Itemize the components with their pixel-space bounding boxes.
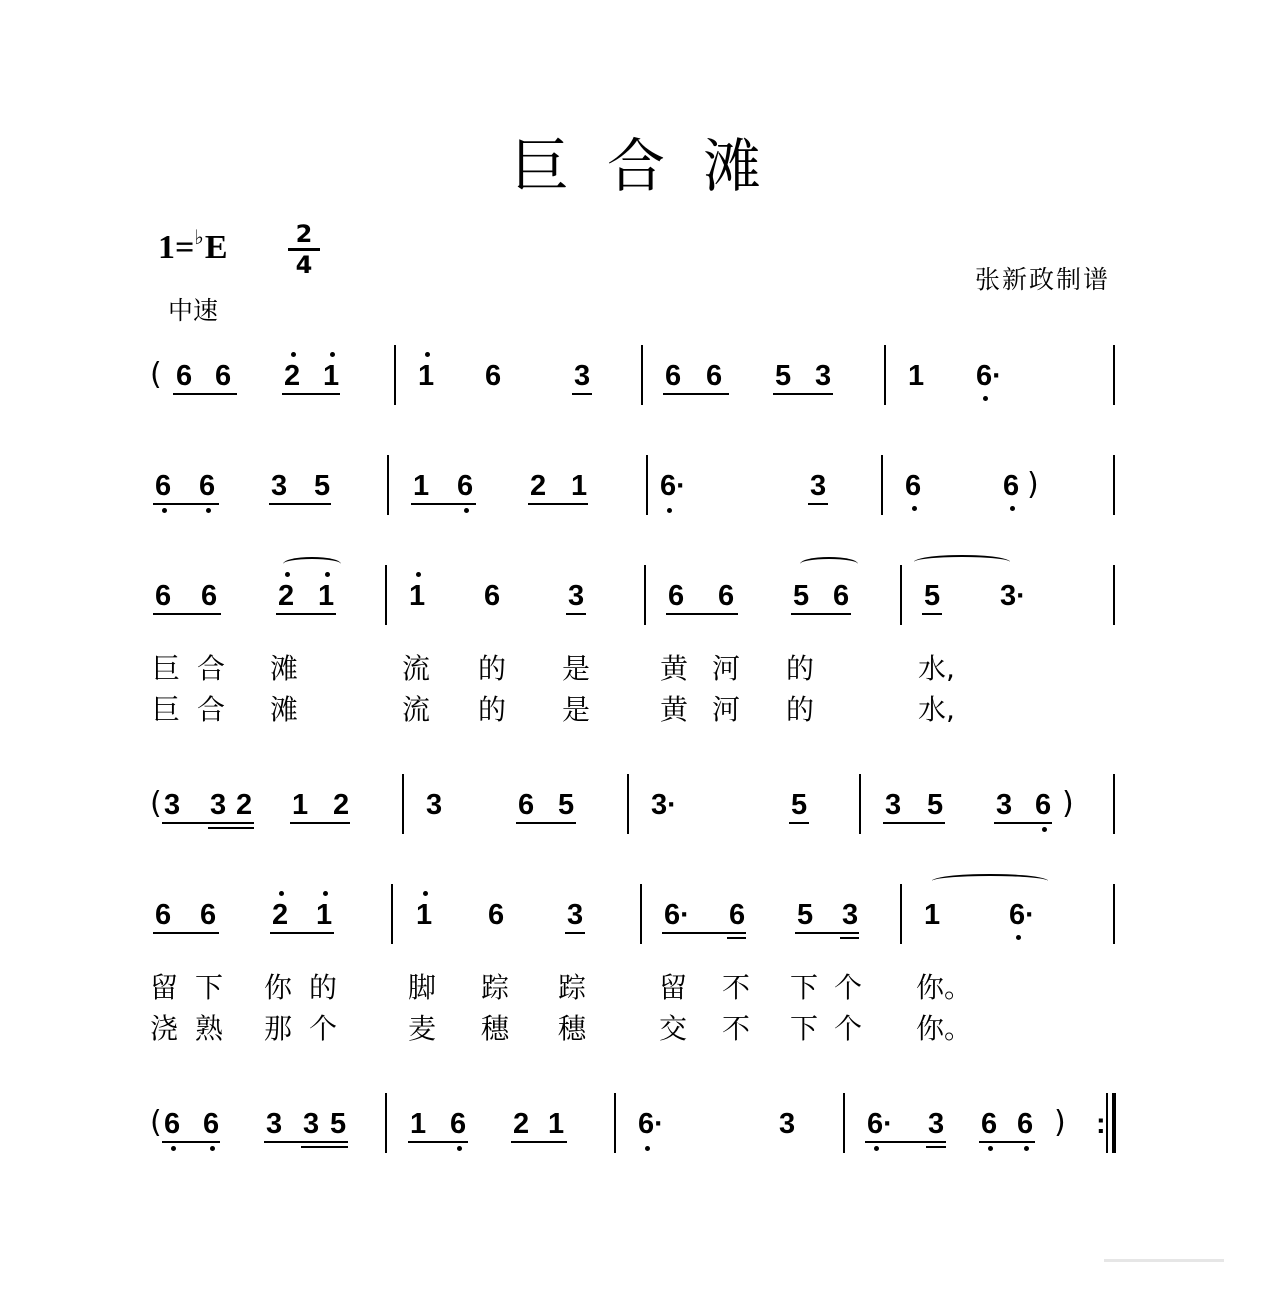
note: 6 <box>176 360 193 392</box>
underline-double <box>301 1146 348 1148</box>
note: 1 <box>418 360 435 392</box>
underline <box>153 613 221 615</box>
note: 2 <box>284 360 301 392</box>
barline <box>1113 565 1115 625</box>
repeat-colon: : <box>1096 1108 1106 1140</box>
low-dot <box>210 1146 215 1151</box>
note: 3 <box>303 1108 320 1140</box>
lyric-char: 巨 <box>152 693 181 726</box>
low-dot <box>667 508 672 513</box>
close-paren: ) <box>1027 467 1039 502</box>
low-dot <box>457 1146 462 1151</box>
lyric-char: 个 <box>834 1012 863 1045</box>
high-dot <box>291 352 296 357</box>
note: 1 <box>409 580 426 612</box>
note: 3 <box>779 1108 796 1140</box>
lyric-char: 你。 <box>916 1012 973 1045</box>
low-dot <box>1016 935 1021 940</box>
lyric-line-2 <box>0 693 1272 732</box>
lyric-char: 的 <box>478 652 507 685</box>
underline <box>162 822 254 824</box>
note: 6 <box>1017 1108 1034 1140</box>
underline <box>408 1141 468 1143</box>
underline <box>773 393 833 395</box>
note: 3 <box>842 899 859 931</box>
underline <box>282 393 340 395</box>
note: 6 <box>729 899 746 931</box>
lyric-char: 浇 <box>150 1012 179 1045</box>
lyric-char: 流 <box>402 652 431 685</box>
note: 3 <box>928 1108 945 1140</box>
underline <box>883 822 945 824</box>
note: 3 <box>164 789 181 821</box>
lyric-char: 留 <box>659 971 688 1004</box>
high-dot <box>325 572 330 577</box>
note: 5 <box>330 1108 347 1140</box>
note: 6· <box>976 360 1002 392</box>
lyric-char: 水, <box>918 652 955 685</box>
note: 3 <box>426 789 443 821</box>
underline <box>173 393 237 395</box>
note: 3 <box>567 899 584 931</box>
note: 2 <box>530 470 547 502</box>
note: 6 <box>833 580 850 612</box>
note: 6· <box>867 1108 893 1140</box>
note: 6 <box>155 580 172 612</box>
key-note: E <box>204 229 228 266</box>
note: 3 <box>885 789 902 821</box>
meter-top: 2 <box>295 220 313 248</box>
underline <box>662 932 746 934</box>
note: 5 <box>924 580 941 612</box>
barline <box>1106 1093 1108 1153</box>
note: 5 <box>797 899 814 931</box>
score-line-5 <box>0 884 1272 954</box>
barline <box>900 884 902 944</box>
note: 5 <box>558 789 575 821</box>
underline <box>528 503 588 505</box>
lyric-char: 水, <box>918 693 955 726</box>
barline <box>859 774 861 834</box>
barline <box>394 345 396 405</box>
lyric-line-4 <box>0 1012 1272 1051</box>
high-dot <box>285 572 290 577</box>
note: 6 <box>450 1108 467 1140</box>
lyric-char: 麦 <box>408 1012 437 1045</box>
underline <box>565 932 585 934</box>
lyric-char: 黄 <box>660 652 689 685</box>
low-dot <box>1024 1146 1029 1151</box>
lyric-char: 河 <box>712 693 741 726</box>
lyric-char: 穗 <box>481 1012 510 1045</box>
note: 6· <box>660 470 686 502</box>
note: 3 <box>996 789 1013 821</box>
lyric-char: 的 <box>309 971 338 1004</box>
note: 6 <box>1003 470 1020 502</box>
note: 6 <box>485 360 502 392</box>
score-line-1 <box>0 345 1272 415</box>
score-line-6 <box>0 1093 1272 1163</box>
note: 6· <box>1009 899 1035 931</box>
note: 3 <box>574 360 591 392</box>
underline <box>411 503 476 505</box>
lyric-char: 滩 <box>270 652 299 685</box>
note: 1 <box>410 1108 427 1140</box>
note: 1 <box>323 360 340 392</box>
low-dot <box>988 1146 993 1151</box>
note: 6 <box>200 899 217 931</box>
note: 6 <box>718 580 735 612</box>
lyric-char: 踪 <box>558 971 587 1004</box>
note: 5 <box>314 470 331 502</box>
note: 3 <box>266 1108 283 1140</box>
barline <box>1113 345 1115 405</box>
lyric-char: 脚 <box>408 971 437 1004</box>
flat-sign: ♭ <box>194 227 204 249</box>
lyric-char: 下 <box>195 971 224 1004</box>
low-dot <box>206 508 211 513</box>
note: 6· <box>664 899 690 931</box>
underline <box>264 1141 348 1143</box>
lyric-char: 是 <box>562 693 591 726</box>
note: 6 <box>155 470 172 502</box>
high-dot <box>425 352 430 357</box>
low-dot <box>171 1146 176 1151</box>
note: 1 <box>908 360 925 392</box>
slur <box>800 557 858 571</box>
barline <box>391 884 393 944</box>
note: 2 <box>333 789 350 821</box>
lyric-char: 熟 <box>195 1012 224 1045</box>
note: 3· <box>1000 580 1026 612</box>
note: 2 <box>278 580 295 612</box>
note: 6 <box>665 360 682 392</box>
barline <box>614 1093 616 1153</box>
underline <box>153 503 219 505</box>
note: 6 <box>484 580 501 612</box>
underline <box>808 503 828 505</box>
note: 5 <box>775 360 792 392</box>
barline <box>385 1093 387 1153</box>
note: 6 <box>981 1108 998 1140</box>
underline <box>276 613 336 615</box>
low-dot <box>162 508 167 513</box>
high-dot <box>323 891 328 896</box>
underline <box>789 822 809 824</box>
lyric-char: 穗 <box>558 1012 587 1045</box>
note: 3 <box>271 470 288 502</box>
note: 1 <box>548 1108 565 1140</box>
underline <box>270 932 334 934</box>
open-paren: ( <box>150 1105 162 1140</box>
lyric-char: 河 <box>712 652 741 685</box>
barline <box>385 565 387 625</box>
barline <box>900 565 902 625</box>
lyric-char: 巨 <box>152 652 181 685</box>
underline-double <box>727 937 746 939</box>
score-line-3 <box>0 565 1272 635</box>
barline <box>387 455 389 515</box>
low-dot <box>464 508 469 513</box>
lyric-char: 的 <box>786 652 815 685</box>
underline <box>791 613 851 615</box>
low-dot <box>1042 827 1047 832</box>
underline <box>269 503 331 505</box>
note: 6 <box>905 470 922 502</box>
underline <box>994 822 1052 824</box>
note: 6 <box>199 470 216 502</box>
lyric-char: 不 <box>722 1012 751 1045</box>
note: 6 <box>155 899 172 931</box>
note: 1 <box>413 470 430 502</box>
underline-double <box>208 827 254 829</box>
lyric-char: 下 <box>790 1012 819 1045</box>
slur <box>932 874 1048 888</box>
barline <box>1113 884 1115 944</box>
underline <box>663 393 729 395</box>
barline <box>641 345 643 405</box>
note: 5 <box>927 789 944 821</box>
lyric-char: 合 <box>197 693 226 726</box>
note: 5 <box>793 580 810 612</box>
note: 3 <box>210 789 227 821</box>
close-paren: ) <box>1062 786 1074 821</box>
underline <box>979 1141 1035 1143</box>
meter-bottom: 4 <box>295 251 313 279</box>
lyric-char: 下 <box>790 971 819 1004</box>
composer-credit: 张新政制谱 <box>974 265 1110 294</box>
note: 1 <box>318 580 335 612</box>
barline <box>627 774 629 834</box>
watermark-strip <box>1104 1259 1224 1262</box>
lyric-char: 你 <box>264 971 293 1004</box>
low-dot <box>645 1146 650 1151</box>
underline <box>290 822 350 824</box>
lyric-char: 的 <box>786 693 815 726</box>
barline <box>881 455 883 515</box>
underline <box>153 932 219 934</box>
high-dot <box>330 352 335 357</box>
note: 6 <box>457 470 474 502</box>
lyric-char: 滩 <box>270 693 299 726</box>
low-dot <box>1010 506 1015 511</box>
lyric-char: 流 <box>402 693 431 726</box>
note: 6 <box>215 360 232 392</box>
note: 6 <box>1035 789 1052 821</box>
lyric-char: 踪 <box>481 971 510 1004</box>
underline <box>865 1141 946 1143</box>
note: 5 <box>791 789 808 821</box>
underline <box>162 1141 220 1143</box>
slur <box>283 557 341 571</box>
underline <box>922 613 942 615</box>
lyric-char: 那 <box>264 1012 293 1045</box>
lyric-char: 黄 <box>660 693 689 726</box>
lyric-char: 合 <box>197 652 226 685</box>
high-dot <box>416 572 421 577</box>
high-dot <box>423 891 428 896</box>
barline <box>402 774 404 834</box>
lyric-char: 的 <box>478 693 507 726</box>
lyric-char: 留 <box>150 971 179 1004</box>
note: 1 <box>316 899 333 931</box>
note: 6 <box>164 1108 181 1140</box>
barline <box>640 884 642 944</box>
slur <box>914 555 1010 569</box>
note: 1 <box>924 899 941 931</box>
barline <box>646 455 648 515</box>
note: 1 <box>416 899 433 931</box>
barline <box>1113 455 1115 515</box>
underline <box>666 613 738 615</box>
tempo-marking: 中速 <box>168 296 219 325</box>
barline <box>843 1093 845 1153</box>
note: 3 <box>815 360 832 392</box>
high-dot <box>279 891 284 896</box>
note: 3· <box>651 789 677 821</box>
underline <box>566 613 586 615</box>
key-prefix: 1= <box>158 229 195 266</box>
underline-double <box>840 937 859 939</box>
score-line-2 <box>0 455 1272 525</box>
note: 6 <box>518 789 535 821</box>
barline <box>644 565 646 625</box>
open-paren: ( <box>150 357 162 392</box>
score-line-4 <box>0 774 1272 844</box>
underline <box>511 1141 567 1143</box>
time-signature <box>286 222 322 277</box>
note: 1 <box>571 470 588 502</box>
note: 1 <box>292 789 309 821</box>
note: 6 <box>488 899 505 931</box>
lyric-char: 个 <box>834 971 863 1004</box>
underline <box>572 393 592 395</box>
note: 6· <box>638 1108 664 1140</box>
note: 2 <box>236 789 253 821</box>
barline <box>1113 774 1115 834</box>
note: 3 <box>810 470 827 502</box>
underline <box>795 932 859 934</box>
song-title: 巨合滩 <box>510 132 799 200</box>
low-dot <box>874 1146 879 1151</box>
low-dot <box>983 396 988 401</box>
lyric-char: 你。 <box>916 971 973 1004</box>
lyric-line-1 <box>0 652 1272 691</box>
low-dot <box>912 506 917 511</box>
final-barline <box>1112 1093 1116 1153</box>
note: 2 <box>513 1108 530 1140</box>
key-signature <box>158 229 228 267</box>
lyric-line-3 <box>0 971 1272 1010</box>
barline <box>884 345 886 405</box>
open-paren: ( <box>150 786 162 821</box>
lyric-char: 是 <box>562 652 591 685</box>
close-paren: ) <box>1054 1105 1066 1140</box>
note: 6 <box>706 360 723 392</box>
lyric-char: 个 <box>309 1012 338 1045</box>
note: 2 <box>272 899 289 931</box>
underline <box>516 822 576 824</box>
lyric-char: 交 <box>659 1012 688 1045</box>
lyric-char: 不 <box>722 971 751 1004</box>
note: 3 <box>568 580 585 612</box>
note: 6 <box>201 580 218 612</box>
note: 6 <box>203 1108 220 1140</box>
underline-double <box>926 1146 946 1148</box>
note: 6 <box>668 580 685 612</box>
